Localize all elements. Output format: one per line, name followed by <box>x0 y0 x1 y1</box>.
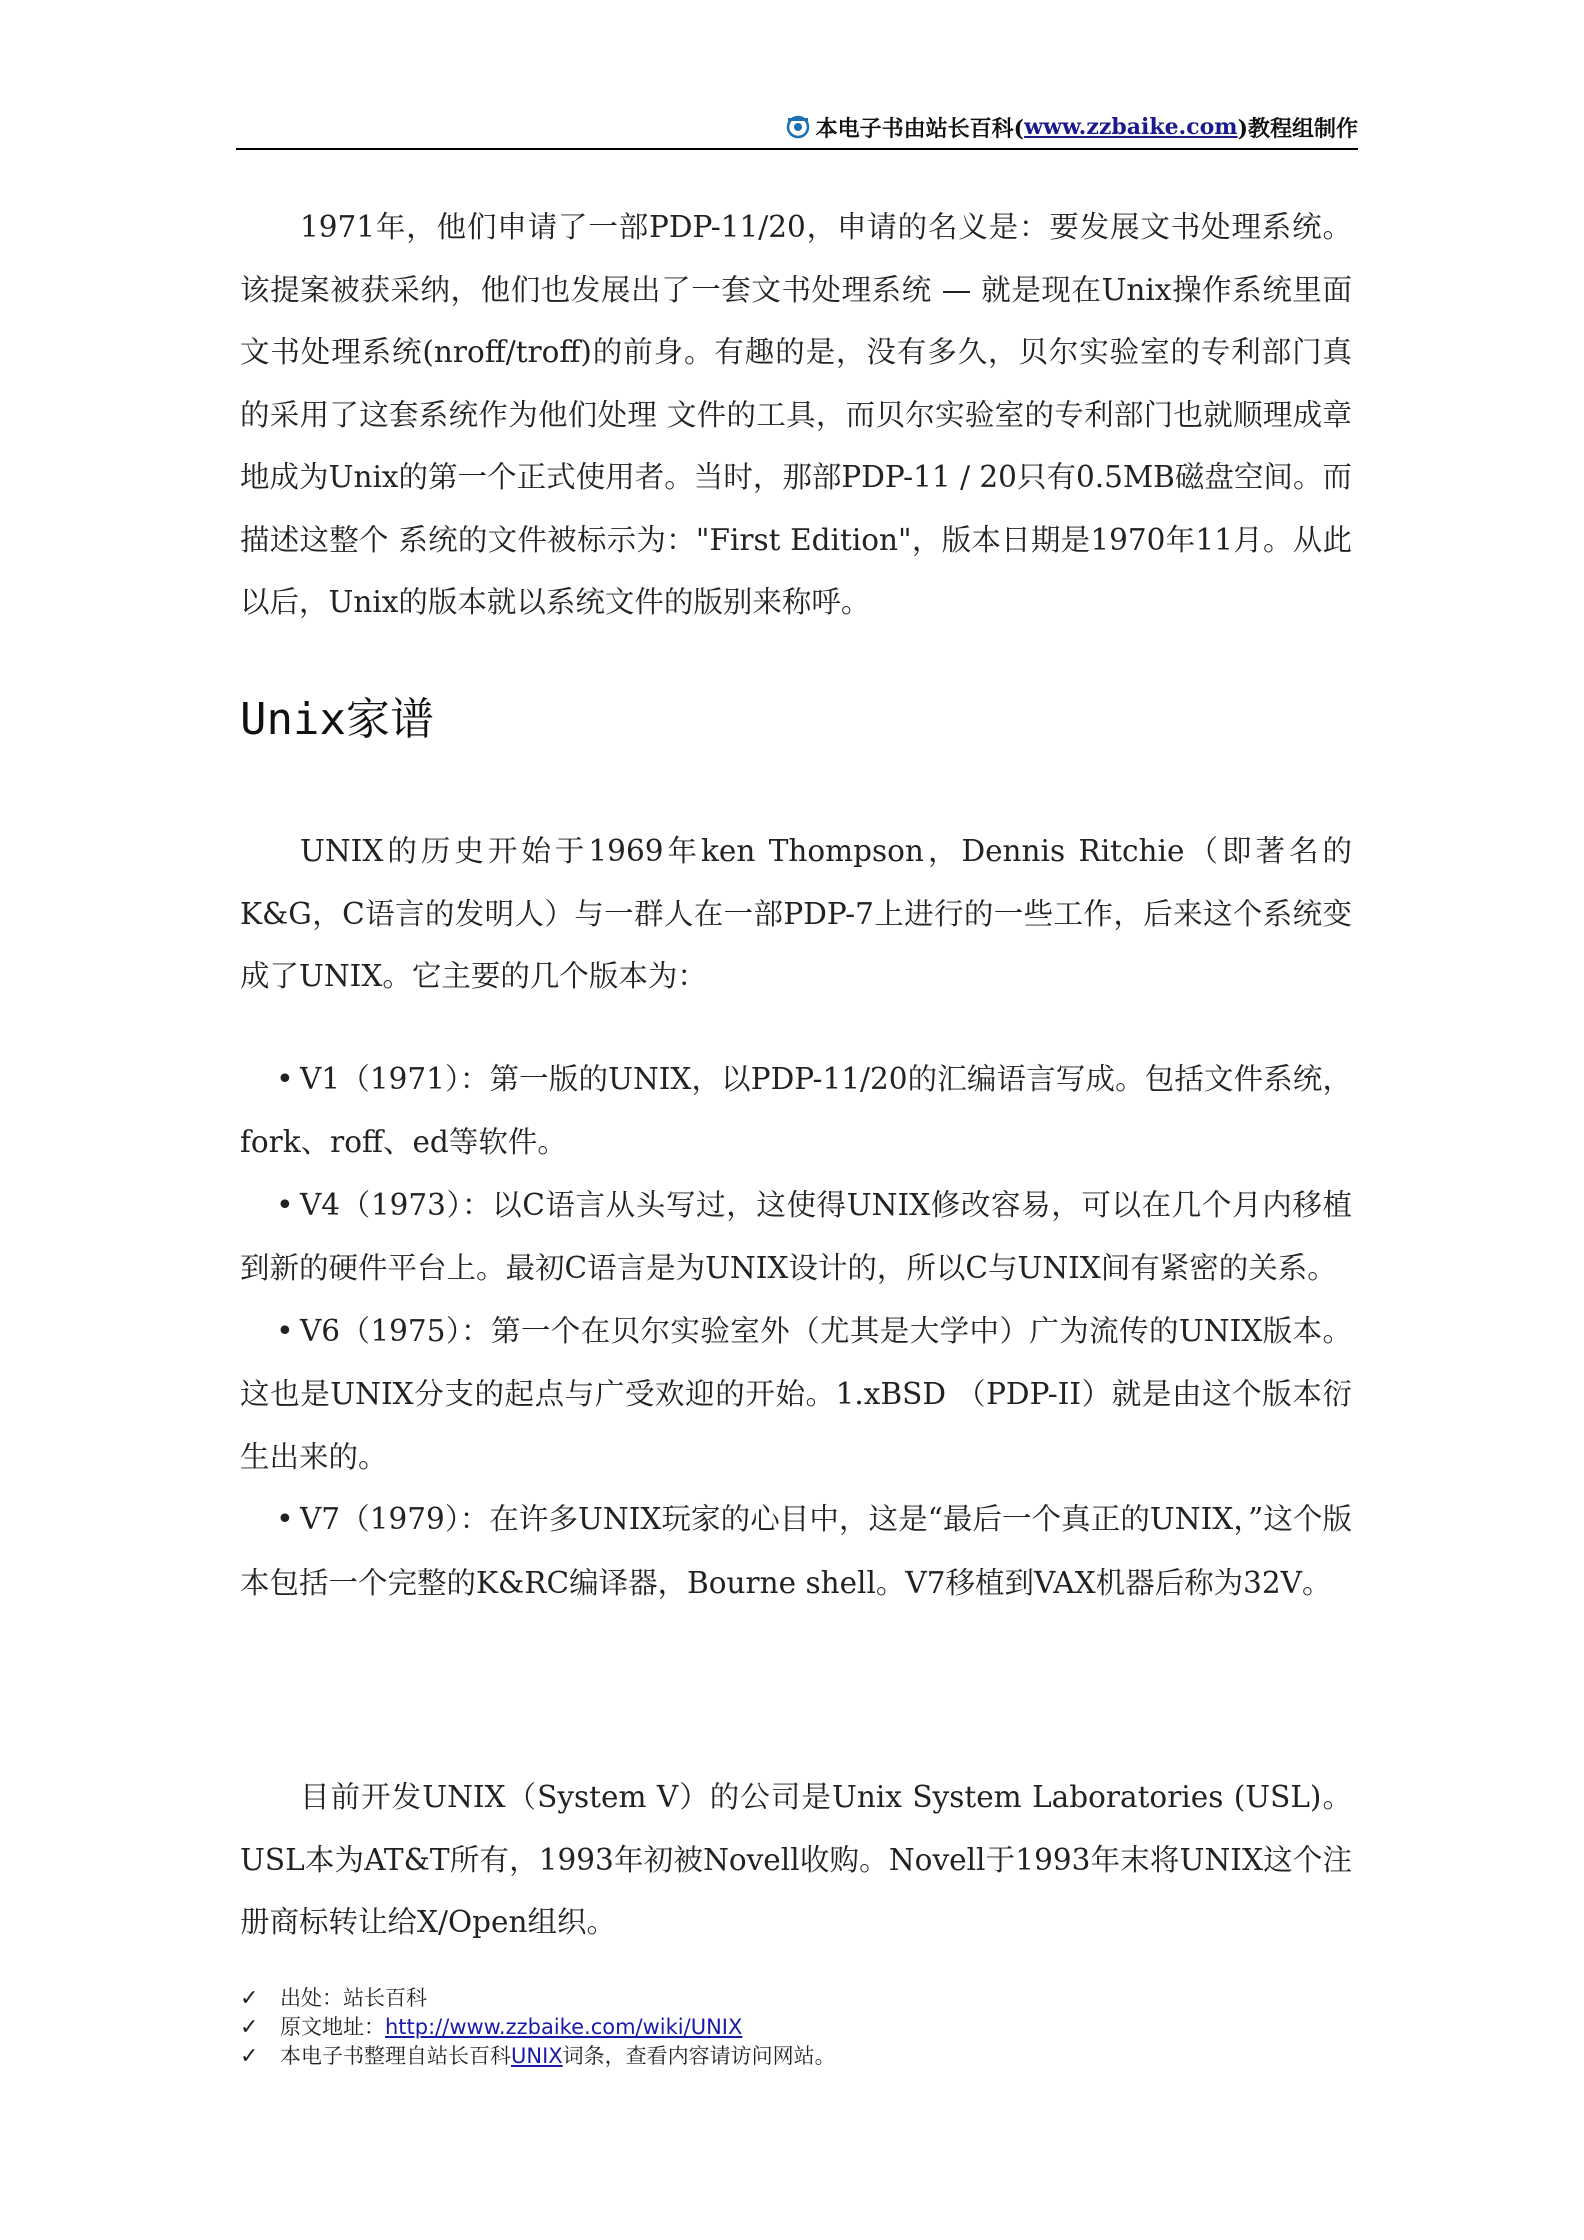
paragraph-first-edition: 1971年，他们申请了一部PDP-11/20，申请的名义是：要发展文书处理系统。该提案被获采纳，他们也发展出了一套文书处理系统 — 就是现在Unix操作系统里面文书处理系统(nroff/troff)的前身。有趣的是，没有多久，贝尔实验室的专利部门真的采用了这套系统作为他们处理 文件的工具，而贝尔实验室的专利部门也就顺理成章地成为Unix的第一个正式使用者。当时，那部PDP-11 / 20只有0.5MB磁盘空间。而描述这整个 系统的文件被标示为："First Edition"，版本日期是1970年11月。从此以后，Unix的版本就以系统文件的版别来称呼。 <box>240 210 1352 619</box>
header-rule <box>236 148 1358 150</box>
usl-section <box>240 1766 1352 1954</box>
bullet-icon: • <box>276 1061 294 1097</box>
list-item <box>240 1300 1352 1489</box>
note-row <box>240 2042 1352 2071</box>
section-heading: Unix家谱 <box>240 694 434 745</box>
version-text: V4（1973）：以C语言从头写过，这使得UNIX修改容易，可以在几个月内移植到新的硬件平台上。最初C语言是为UNIX设计的，所以C与UNIX间有紧密的关系。 <box>240 1187 1352 1285</box>
header-link[interactable]: www.zzbaike.com <box>1024 114 1238 140</box>
checkmark-icon: ✓ <box>240 2015 259 2040</box>
bullet-icon: • <box>276 1313 294 1349</box>
version-list <box>240 1048 1352 1615</box>
version-text: V6（1975）：第一个在贝尔实验室外（尤其是大学中）广为流传的UNIX版本。这也是UNIX分支的起点与广受欢迎的开始。1.xBSD （PDP-II）就是由这个版本衍生出来的。 <box>240 1313 1352 1474</box>
note-suffix: 词条，查看内容请访问网站。 <box>562 2044 836 2068</box>
checkmark-icon: ✓ <box>240 2044 259 2069</box>
intro-section <box>240 196 1352 634</box>
page-header <box>236 108 1358 146</box>
original-url-link[interactable]: http://www.zzbaike.com/wiki/UNIX <box>385 2015 743 2039</box>
source-notes <box>240 1984 1352 2071</box>
bullet-icon: • <box>276 1187 294 1223</box>
paragraph-usl: 目前开发UNIX（System V）的公司是Unix System Laboratories (USL)。USL本为AT&T所有，1993年初被Novell收购。Novell于1993年末将UNIX这个注册商标转让给X/Open组织。 <box>240 1780 1352 1939</box>
original-url-label: 原文地址： <box>280 2015 385 2039</box>
original-url-row <box>240 2013 1352 2042</box>
zzbaike-logo-icon <box>786 115 810 139</box>
unix-entry-link[interactable]: UNIX <box>511 2044 563 2068</box>
list-item <box>240 1488 1352 1614</box>
paragraph-history: UNIX的历史开始于1969年ken Thompson，Dennis Ritchie（即著名的K&G，C语言的发明人）与一群人在一部PDP-7上进行的一些工作，后来这个系统变成了UNIX。它主要的几个版本为： <box>240 834 1352 993</box>
checkmark-icon: ✓ <box>240 1986 259 2011</box>
source-row <box>240 1984 1352 2013</box>
note-prefix: 本电子书整理自站长百科 <box>280 2044 511 2068</box>
version-text: V7（1979）：在许多UNIX玩家的心目中，这是“最后一个真正的UNIX，”这个版本包括一个完整的K&RC编译器，Bourne shell。V7移植到VAX机器后称为32V。 <box>240 1502 1352 1600</box>
bullet-icon: • <box>276 1502 294 1537</box>
list-item <box>240 1174 1352 1300</box>
header-suffix: )教程组制作 <box>1237 115 1358 142</box>
header-prefix: 本电子书由站长百科( <box>815 115 1025 142</box>
history-section <box>240 820 1352 1614</box>
source-label: 出处：站长百科 <box>280 1986 427 2010</box>
list-item <box>240 1048 1352 1174</box>
version-text: V1（1971）：第一版的UNIX，以PDP-11/20的汇编语言写成。包括文件系统，fork、roff、ed等软件。 <box>240 1061 1352 1159</box>
